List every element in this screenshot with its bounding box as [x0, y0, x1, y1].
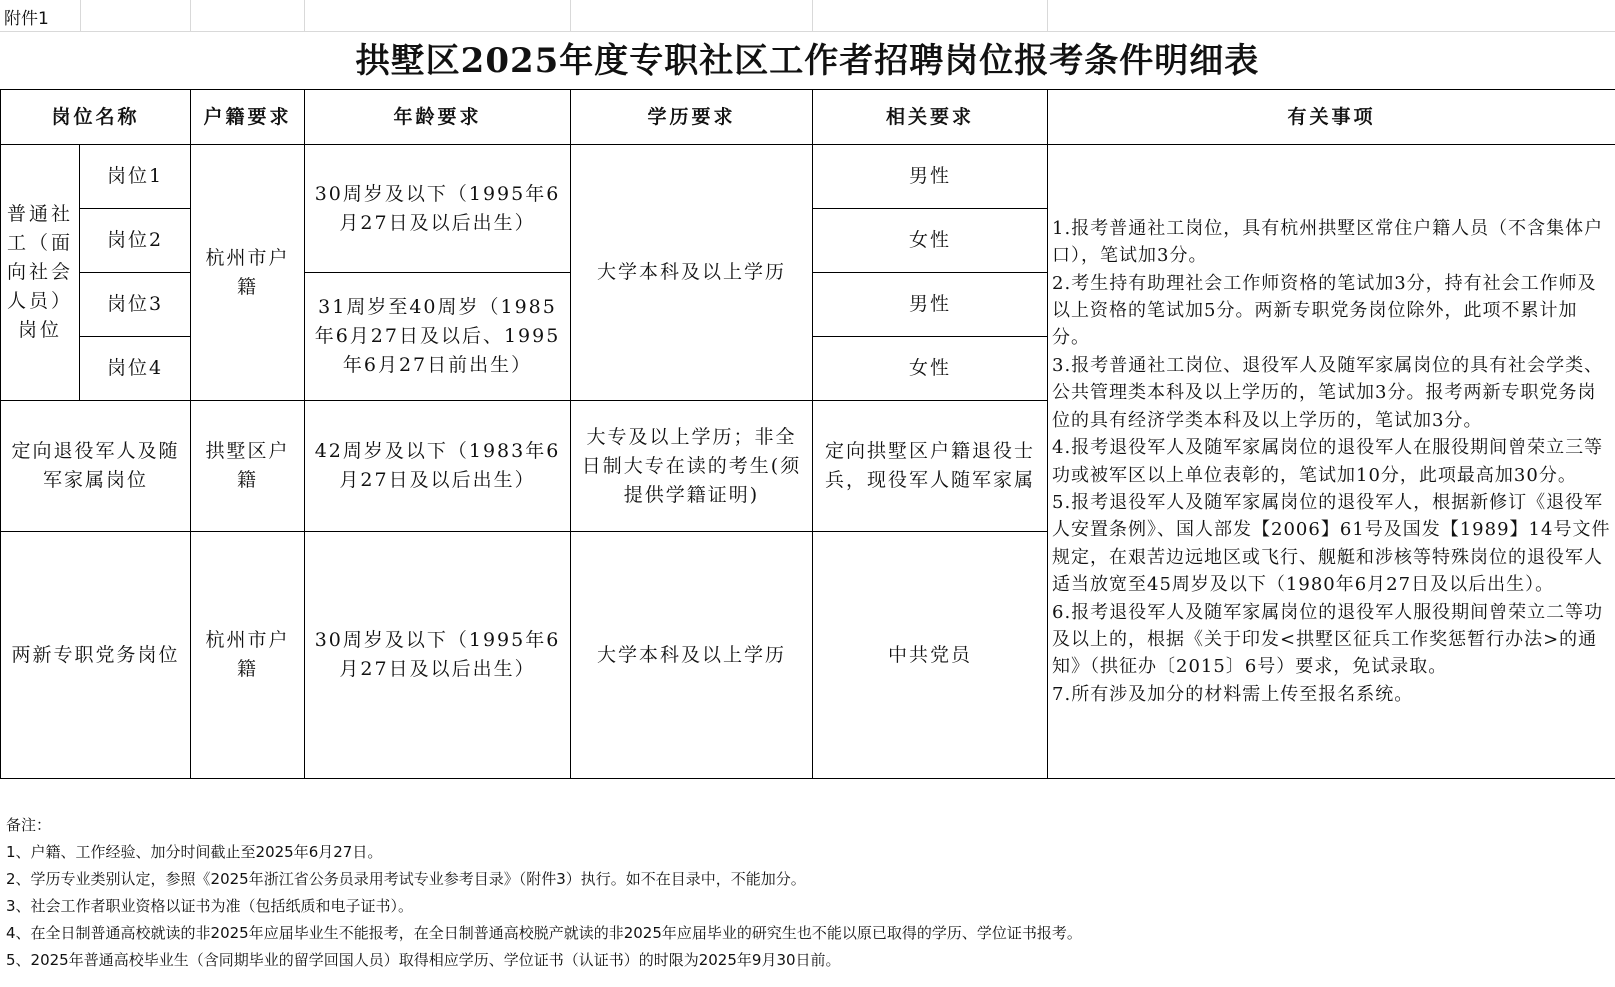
related-cell: 女性 — [813, 337, 1048, 401]
related-cell: 中共党员 — [813, 532, 1048, 779]
remark-item: 3、社会工作者职业资格以证书为准（包括纸质和电子证书）。 — [6, 897, 414, 915]
post-name: 岗位4 — [80, 337, 191, 401]
related-cell: 定向拱墅区户籍退役士兵，现役军人随军家属 — [813, 401, 1048, 532]
post-name: 岗位2 — [80, 209, 191, 273]
table-row — [1, 145, 1615, 209]
post-name: 岗位3 — [80, 273, 191, 337]
attachment-label: 附件1 — [4, 9, 49, 29]
requirements-table — [0, 89, 1615, 779]
education-cell: 大学本科及以上学历 — [571, 145, 813, 401]
grid-line — [304, 0, 305, 31]
page-title: 拱墅区2025年度专职社区工作者招聘岗位报考条件明细表 — [355, 41, 1260, 81]
post-name: 岗位1 — [80, 145, 191, 209]
education-cell: 大专及以上学历；非全日制大专在读的考生(须提供学籍证明) — [571, 401, 813, 532]
remark-item: 5、2025年普通高校毕业生（含同期毕业的留学回国人员）取得相应学历、学位证书（认证书）的时限为2025年9月30日前。 — [6, 951, 841, 969]
related-cell: 男性 — [813, 273, 1048, 337]
header-row-grid — [0, 0, 1615, 32]
remark-item: 4、在全日制普通高校就读的非2025年应届毕业生不能报考，在全日制普通高校脱产就读的非2025年应届毕业的研究生也不能以原已取得的学历、学位证书报考。 — [6, 924, 1082, 942]
header-related: 相关要求 — [813, 90, 1048, 145]
matter-item: 4.报考退役军人及随军家属岗位的退役军人在服役期间曾荣立三等功或被军区以上单位表彰的，笔试加10分，此项最高加30分。 — [1052, 437, 1604, 486]
matters-cell — [1048, 145, 1615, 779]
hukou-cell: 杭州市户籍 — [191, 532, 305, 779]
hukou-cell: 拱墅区户籍 — [191, 401, 305, 532]
general-post-group: 普通社工（面向社会人员）岗位 — [1, 145, 80, 401]
veteran-post: 定向退役军人及随军家属岗位 — [1, 401, 191, 532]
header-age: 年龄要求 — [305, 90, 571, 145]
remarks-heading: 备注： — [6, 816, 52, 834]
header-matters: 有关事项 — [1048, 90, 1615, 145]
remarks-section — [6, 812, 1606, 974]
grid-line — [80, 0, 81, 31]
hukou-cell: 杭州市户籍 — [191, 145, 305, 401]
matter-item: 1.报考普通社工岗位，具有杭州拱墅区常住户籍人员（不含集体户口），笔试加3分。 — [1052, 217, 1604, 267]
party-post: 两新专职党务岗位 — [1, 532, 191, 779]
remark-item: 2、学历专业类别认定，参照《2025年浙江省公务员录用考试专业参考目录》（附件3）执行。如不在目录中，不能加分。 — [6, 870, 806, 888]
education-cell: 大学本科及以上学历 — [571, 532, 813, 779]
grid-line — [1047, 0, 1048, 31]
header-position: 岗位名称 — [1, 90, 191, 145]
age-cell: 42周岁及以下（1983年6月27日及以后出生） — [305, 401, 571, 532]
grid-line — [190, 0, 191, 31]
age-cell: 31周岁至40周岁（1985年6月27日及以后、1995年6月27日前出生） — [305, 273, 571, 401]
age-cell: 30周岁及以下（1995年6月27日及以后出生） — [305, 145, 571, 273]
matter-item: 3.报考普通社工岗位、退役军人及随军家属岗位的具有社会学类、公共管理类本科及以上学历的，笔试加3分。报考两新专职党务岗位的具有经济学类本科及以上学历的，笔试加3分。 — [1052, 354, 1604, 431]
header-hukou: 户籍要求 — [191, 90, 305, 145]
related-cell: 男性 — [813, 145, 1048, 209]
age-cell: 30周岁及以下（1995年6月27日及以后出生） — [305, 532, 571, 779]
grid-line — [570, 0, 571, 31]
header-education: 学历要求 — [571, 90, 813, 145]
matter-item: 7.所有涉及加分的材料需上传至报名系统。 — [1052, 683, 1414, 705]
matter-item: 5.报考退役军人及随军家属岗位的退役军人，根据新修订《退役军人安置条例》、国人部发【2006】61号及国发【1989】14号文件规定，在艰苦边远地区或飞行、舰艇和涉核等特殊岗位的退役军人适当放宽至45周岁及以下（1980年6月27日及以后出生）。 — [1052, 491, 1611, 596]
matter-item: 6.报考退役军人及随军家属岗位的退役军人服役期间曾荣立二等功及以上的，根据《关于印发<拱墅区征兵工作奖惩暂行办法>的通知》（拱征办〔2015〕6号）要求，免试录取。 — [1052, 601, 1604, 678]
remark-item: 1、户籍、工作经验、加分时间截止至2025年6月27日。 — [6, 843, 383, 861]
matter-item: 2.考生持有助理社会工作师资格的笔试加3分，持有社会工作师及以上资格的笔试加5分。两新专职党务岗位除外，此项不累计加分。 — [1052, 272, 1597, 349]
related-cell: 女性 — [813, 209, 1048, 273]
grid-line — [812, 0, 813, 31]
table-header-row — [1, 90, 1615, 145]
